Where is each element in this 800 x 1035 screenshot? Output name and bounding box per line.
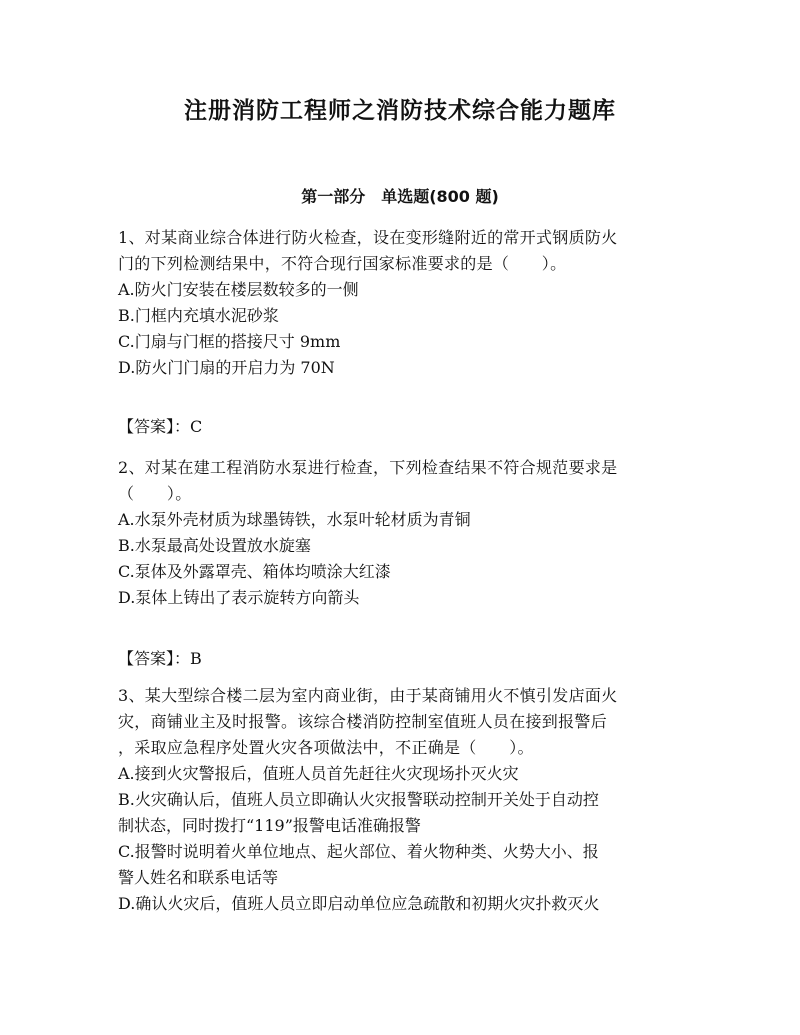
question-3-option-c-line-2: 警人姓名和联系电话等: [118, 868, 279, 887]
document-title: 注册消防工程师之消防技术综合能力题库: [184, 98, 616, 124]
question-3-option-a: A.接到火灾警报后，值班人员首先赶往火灾现场扑灭火灾: [118, 764, 519, 783]
question-3-stem-line-2: 灾，商铺业主及时报警。该综合楼消防控制室值班人员在接到报警后: [118, 712, 608, 731]
question-2: [118, 455, 684, 611]
question-3-stem-line-3: ，采取应急程序处置火灾各项做法中，不正确是（ ）。: [118, 738, 534, 757]
question-1-answer: 【答案】：C: [118, 417, 203, 436]
question-3-option-c-line-1: C.报警时说明着火单位地点、起火部位、着火物种类、火势大小、报: [118, 842, 599, 861]
question-3-stem-line-1: 3、某大型综合楼二层为室内商业街，由于某商铺用火不慎引发店面火: [118, 686, 618, 705]
question-1-option-c: C.门扇与门框的搭接尺寸 9mm: [118, 332, 341, 351]
question-1-option-a: A.防火门安装在楼层数较多的一侧: [118, 280, 359, 299]
question-1-stem-line-1: 1、对某商业综合体进行防火检查，设在变形缝附近的常开式钢质防火: [118, 228, 618, 247]
question-2-option-c: C.泵体及外露罩壳、箱体均喷涂大红漆: [118, 562, 391, 581]
question-2-option-a: A.水泵外壳材质为球墨铸铁，水泵叶轮材质为青铜: [118, 510, 471, 529]
question-3-option-d: D.确认火灾后，值班人员立即启动单位应急疏散和初期火灾扑救灭火: [118, 894, 600, 913]
question-3-option-b-line-2: 制状态，同时拨打“119”报警电话准确报警: [118, 816, 421, 835]
question-1-option-b: B.门框内充填水泥砂浆: [118, 306, 279, 325]
question-2-option-b: B.水泵最高处设置放水旋塞: [118, 536, 311, 555]
question-2-answer: 【答案】：B: [118, 649, 202, 668]
question-2-stem-line-1: 2、对某在建工程消防水泵进行检查，下列检查结果不符合规范要求是: [118, 458, 618, 477]
question-2-stem-line-2: （ ）。: [118, 484, 192, 503]
question-2-option-d: D.泵体上铸出了表示旋转方向箭头: [118, 588, 360, 607]
question-1: [118, 225, 684, 381]
question-3: [118, 683, 684, 917]
question-1-option-d: D.防火门门扇的开启力为 70N: [118, 358, 335, 377]
question-1-stem-line-2: 门的下列检测结果中，不符合现行国家标准要求的是（ ）。: [118, 254, 567, 273]
question-3-option-b-line-1: B.火灾确认后，值班人员立即确认火灾报警联动控制开关处于自动控: [118, 790, 599, 809]
section-title: 第一部分 单选题(800 题): [301, 187, 499, 206]
